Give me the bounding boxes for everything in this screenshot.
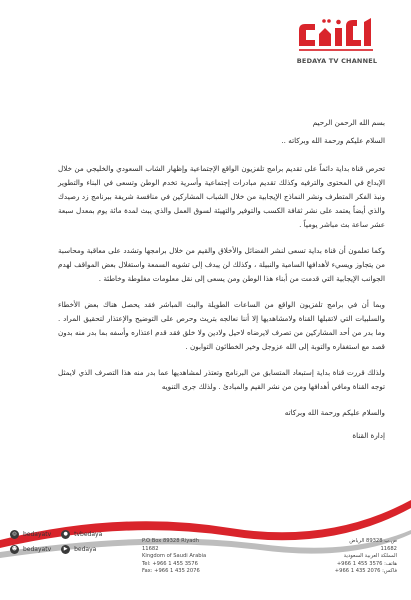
snapchat-icon: ☻	[11, 546, 18, 552]
address-line: هاتف: 3576 455 1 966+	[336, 560, 397, 567]
social-links	[10, 530, 122, 560]
address-line: P.O Box 89328 Riyadh 11682	[142, 538, 200, 552]
social-item[interactable]	[61, 545, 96, 554]
greeting: السلام عليكم ورحمة الله وبركاته ..	[281, 136, 385, 145]
social-handle: bedayatv	[23, 546, 52, 553]
paragraph: ولذلك قررت قناة بداية إستبعاد المتسابق من البرنامج وتعتذر لمشاهديها عما بدر منه هذا التصرف الذي لايمثل توجه القناة ومافي أهدافها ومن من نشر القيم والمبادئ . ولذلك جرى التنويه	[58, 368, 385, 391]
social-item[interactable]	[10, 530, 51, 539]
paragraph: وكما تعلمون أن قناة بداية تسعى لنشر الفضائل والأخلاق والقيم من خلال برامجها وتشدد على معاقبة ومحاسبة من يتجاوز ويسيء لأهدافها السامية والنبيلة ، وكذلك لن يبدف إلى تشويه السمعة واستغلال بعض المواقف لهدم الجوانب الإيجابية التي قدمت من أبناء هذا الوطن ومن يسعى إلى نقل معلومات مغلوطة وخاطئة .	[58, 246, 385, 283]
letter-body	[58, 116, 385, 443]
address-line: Tel: +966 1 455 3576	[142, 560, 198, 567]
address-line: Fax: +966 1 435 2076	[142, 568, 200, 574]
bismillah: بسم الله الرحمن الرحيم	[312, 118, 385, 127]
address-line: Kingdom of Saudi Arabia	[142, 553, 207, 559]
address-arabic	[333, 538, 397, 576]
paragraph: تحرص قناة بداية دائماً على تقديم برامج تلفزيون الواقع الإجتماعية وإظهار الشاب السعودي والخليجي من خلال الإبداع في المحتوى والترفيه وكذلك تقديم مبادرات إجتماعية وأسرية تخدم الوطن وتسعى في البناء والتطوير ونبذ الفكر المتطرف ونشر النماذج الإيجابية من خلال الشباب المشاركين في منافسة شريفة ببرنامج زد رصيدك والذي أيضاً يعتمد على نشر ثقافة الكسب والتوفير والتهيئة لسوق العمل والذي يبث لمدة مائة يوم بمعدل سبعة عشر ساعة بث مباشر يومياً .	[58, 164, 385, 229]
social-item[interactable]	[10, 545, 51, 554]
bedaya-logo	[287, 16, 387, 74]
web-icon: ●	[61, 530, 70, 539]
closing: والسلام عليكم ورحمة الله وبركاته	[284, 408, 385, 417]
social-handle: bedayatv	[23, 531, 52, 538]
paragraph: وبما أن في برامج تلفزيون الواقع من الساعات الطويلة والبث المباشر فقد يحصل هناك بعض الأخطاء والسلبيات التي لاتقبلها القناة ولامشاهديها إلا أننا نعالجه بتريث وحرص على التوضيح والإعتذار لتحقيق المراد . وما بدر من أحد المشاركين من تصرف لايرضاه لاحيل ولادين ولا خلق فقد قدم اعتذاره وأسفه بما بدر منه بدون قصد مع استغفاره والتوبة إلى الله عزوجل وخير الخطائون التوابون .	[58, 300, 385, 351]
address-english	[142, 538, 210, 576]
social-handle: tvbedaya	[74, 531, 103, 538]
address-line: ص.ب 89328 الرياض 11682	[349, 538, 397, 552]
bedaya-logo-icon	[295, 16, 377, 54]
instagram-icon: ◎	[10, 530, 19, 539]
address-line: فاكس: 2076 435 1 966+	[334, 568, 397, 574]
address-line: المملكة العربية السعودية	[343, 553, 397, 559]
logo-subtitle: BEDAYA TV CHANNEL	[296, 57, 378, 65]
social-handle: bedaya	[74, 546, 97, 553]
social-item[interactable]	[61, 530, 102, 539]
signature: إدارة القناة	[352, 431, 385, 440]
youtube-icon: ▶	[61, 545, 70, 554]
